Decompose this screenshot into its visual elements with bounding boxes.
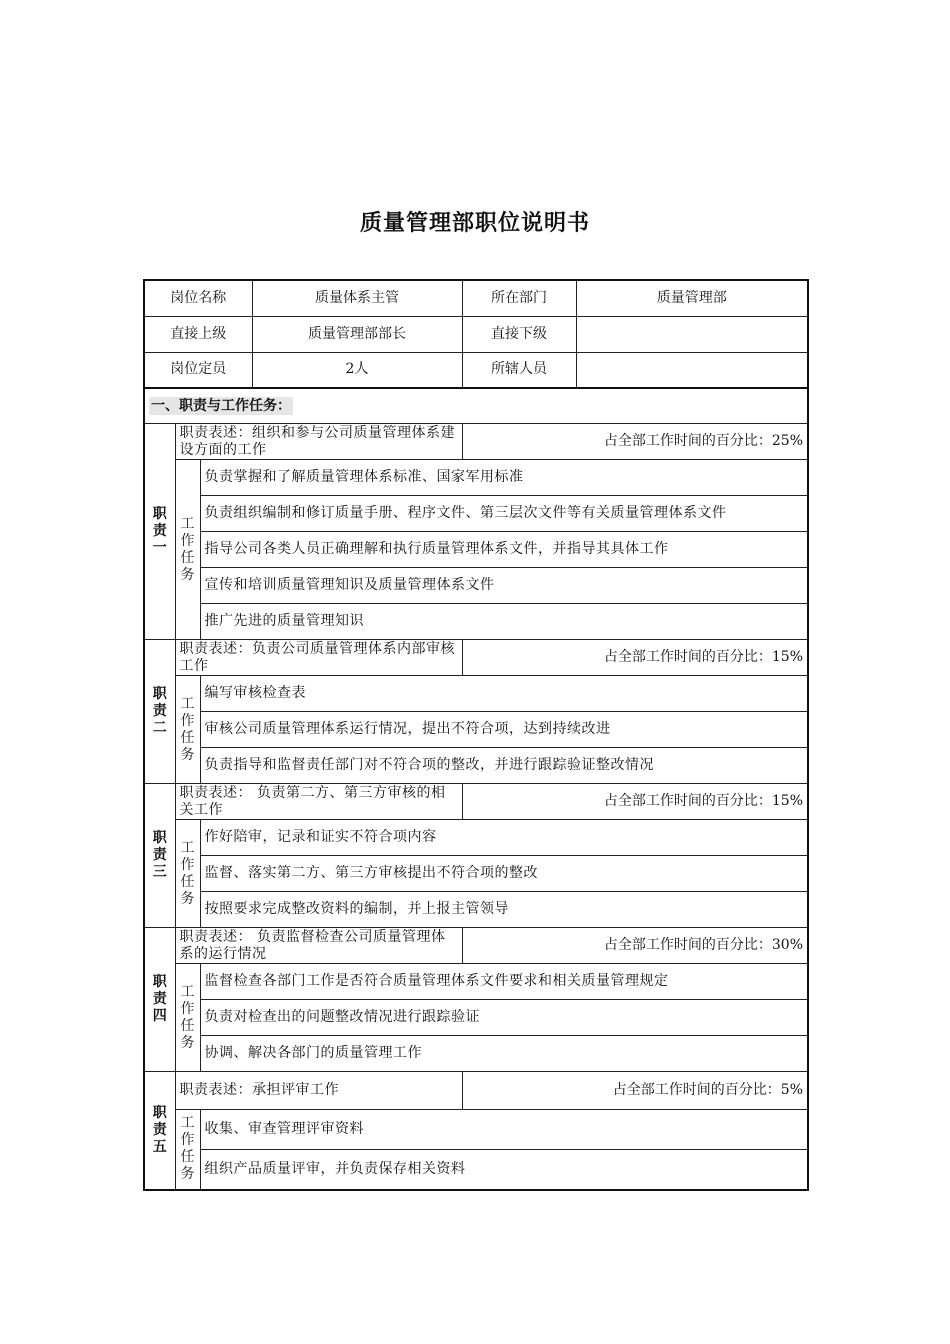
duty-desc-row [144, 640, 808, 676]
duty-description: 职责表述：组织和参与公司质量管理体系建设方面的工作 [175, 424, 462, 460]
task-row [144, 820, 808, 856]
duty-description: 职责表述： 负责第二方、第三方审核的相关工作 [175, 784, 462, 820]
task-item: 作好陪审，记录和证实不符合项内容 [200, 820, 808, 856]
duty-label-text: 职 责 二 [152, 686, 167, 736]
task-row [144, 676, 808, 712]
task-row [144, 892, 808, 928]
task-item: 按照要求完成整改资料的编制，并上报主管领导 [200, 892, 808, 928]
duty-label [144, 784, 175, 928]
task-item: 推广先进的质量管理知识 [200, 604, 808, 640]
task-item: 收集、审查管理评审资料 [200, 1110, 808, 1150]
duty-label-text: 职 责 三 [152, 830, 167, 880]
task-label [175, 460, 200, 640]
time-percentage: 占全部工作时间的百分比：30% [462, 928, 808, 964]
section-heading-text: 一、职责与工作任务： [151, 397, 291, 414]
task-item: 负责组织编制和修订质量手册、程序文件、第三层次文件等有关质量管理体系文件 [200, 496, 808, 532]
task-label-text: 工 作 任 务 [180, 1115, 195, 1183]
duty-description: 职责表述： 负责监督检查公司质量管理体系的运行情况 [175, 928, 462, 964]
document-title: 质量管理部职位说明书 [359, 211, 590, 236]
section-row [144, 388, 808, 424]
task-label-text: 工 作 任 务 [180, 515, 195, 583]
duty-label [144, 424, 175, 640]
duty-label-text: 职 责 五 [152, 1104, 167, 1155]
task-item: 负责指导和监督责任部门对不符合项的整改，并进行跟踪验证整改情况 [200, 748, 808, 784]
task-row [144, 532, 808, 568]
duty-label [144, 640, 175, 784]
task-row [144, 964, 808, 1000]
staff-label: 所辖人员 [462, 352, 576, 388]
duty-desc-row [144, 1072, 808, 1110]
duty-desc-row [144, 928, 808, 964]
task-row [144, 604, 808, 640]
duty-label [144, 928, 175, 1072]
task-label [175, 820, 200, 928]
superior-label: 直接上级 [144, 316, 252, 352]
task-label-text: 工 作 任 务 [180, 695, 195, 763]
task-row [144, 856, 808, 892]
time-percentage: 占全部工作时间的百分比：15% [462, 784, 808, 820]
task-item: 组织产品质量评审，并负责保存相关资料 [200, 1150, 808, 1190]
staff-value [576, 352, 808, 388]
task-row [144, 1150, 808, 1190]
duty-description: 职责表述：承担评审工作 [175, 1072, 462, 1110]
task-item: 协调、解决各部门的质量管理工作 [200, 1036, 808, 1072]
department-label: 所在部门 [462, 280, 576, 316]
task-item: 编写审核检查表 [200, 676, 808, 712]
task-item: 宣传和培训质量管理知识及质量管理体系文件 [200, 568, 808, 604]
task-row [144, 1036, 808, 1072]
task-item: 负责对检查出的问题整改情况进行跟踪验证 [200, 1000, 808, 1036]
task-row [144, 1110, 808, 1150]
task-item: 负责掌握和了解质量管理体系标准、国家军用标准 [200, 460, 808, 496]
position-name-label: 岗位名称 [144, 280, 252, 316]
subordinate-label: 直接下级 [462, 316, 576, 352]
task-label [175, 1110, 200, 1190]
task-label-text: 工 作 任 务 [180, 839, 195, 907]
task-row [144, 460, 808, 496]
superior-value: 质量管理部部长 [252, 316, 462, 352]
duty-desc-row [144, 424, 808, 460]
department-value: 质量管理部 [576, 280, 808, 316]
header-row [144, 280, 808, 316]
duty-label-text: 职 责 一 [152, 506, 167, 556]
task-label [175, 964, 200, 1072]
position-name-value: 质量体系主管 [252, 280, 462, 316]
task-item: 监督检查各部门工作是否符合质量管理体系文件要求和相关质量管理规定 [200, 964, 808, 1000]
duty-label-text: 职 责 四 [152, 974, 167, 1024]
task-row [144, 712, 808, 748]
task-row [144, 1000, 808, 1036]
time-percentage: 占全部工作时间的百分比：25% [462, 424, 808, 460]
time-percentage: 占全部工作时间的百分比：5% [462, 1072, 808, 1110]
task-item: 监督、落实第二方、第三方审核提出不符合项的整改 [200, 856, 808, 892]
task-row [144, 496, 808, 532]
duty-label [144, 1072, 175, 1190]
task-item: 审核公司质量管理体系运行情况，提出不符合项，达到持续改进 [200, 712, 808, 748]
headcount-label: 岗位定员 [144, 352, 252, 388]
task-row [144, 748, 808, 784]
task-label-text: 工 作 任 务 [180, 983, 195, 1051]
task-label [175, 676, 200, 784]
duty-desc-row [144, 784, 808, 820]
task-row [144, 568, 808, 604]
job-description-table [143, 279, 809, 1191]
task-item: 指导公司各类人员正确理解和执行质量管理体系文件，并指导其具体工作 [200, 532, 808, 568]
headcount-value: 2人 [252, 352, 462, 388]
subordinate-value [576, 316, 808, 352]
header-row [144, 352, 808, 388]
time-percentage: 占全部工作时间的百分比：15% [462, 640, 808, 676]
section-heading [144, 388, 808, 424]
header-row [144, 316, 808, 352]
duty-description: 职责表述：负责公司质量管理体系内部审核工作 [175, 640, 462, 676]
